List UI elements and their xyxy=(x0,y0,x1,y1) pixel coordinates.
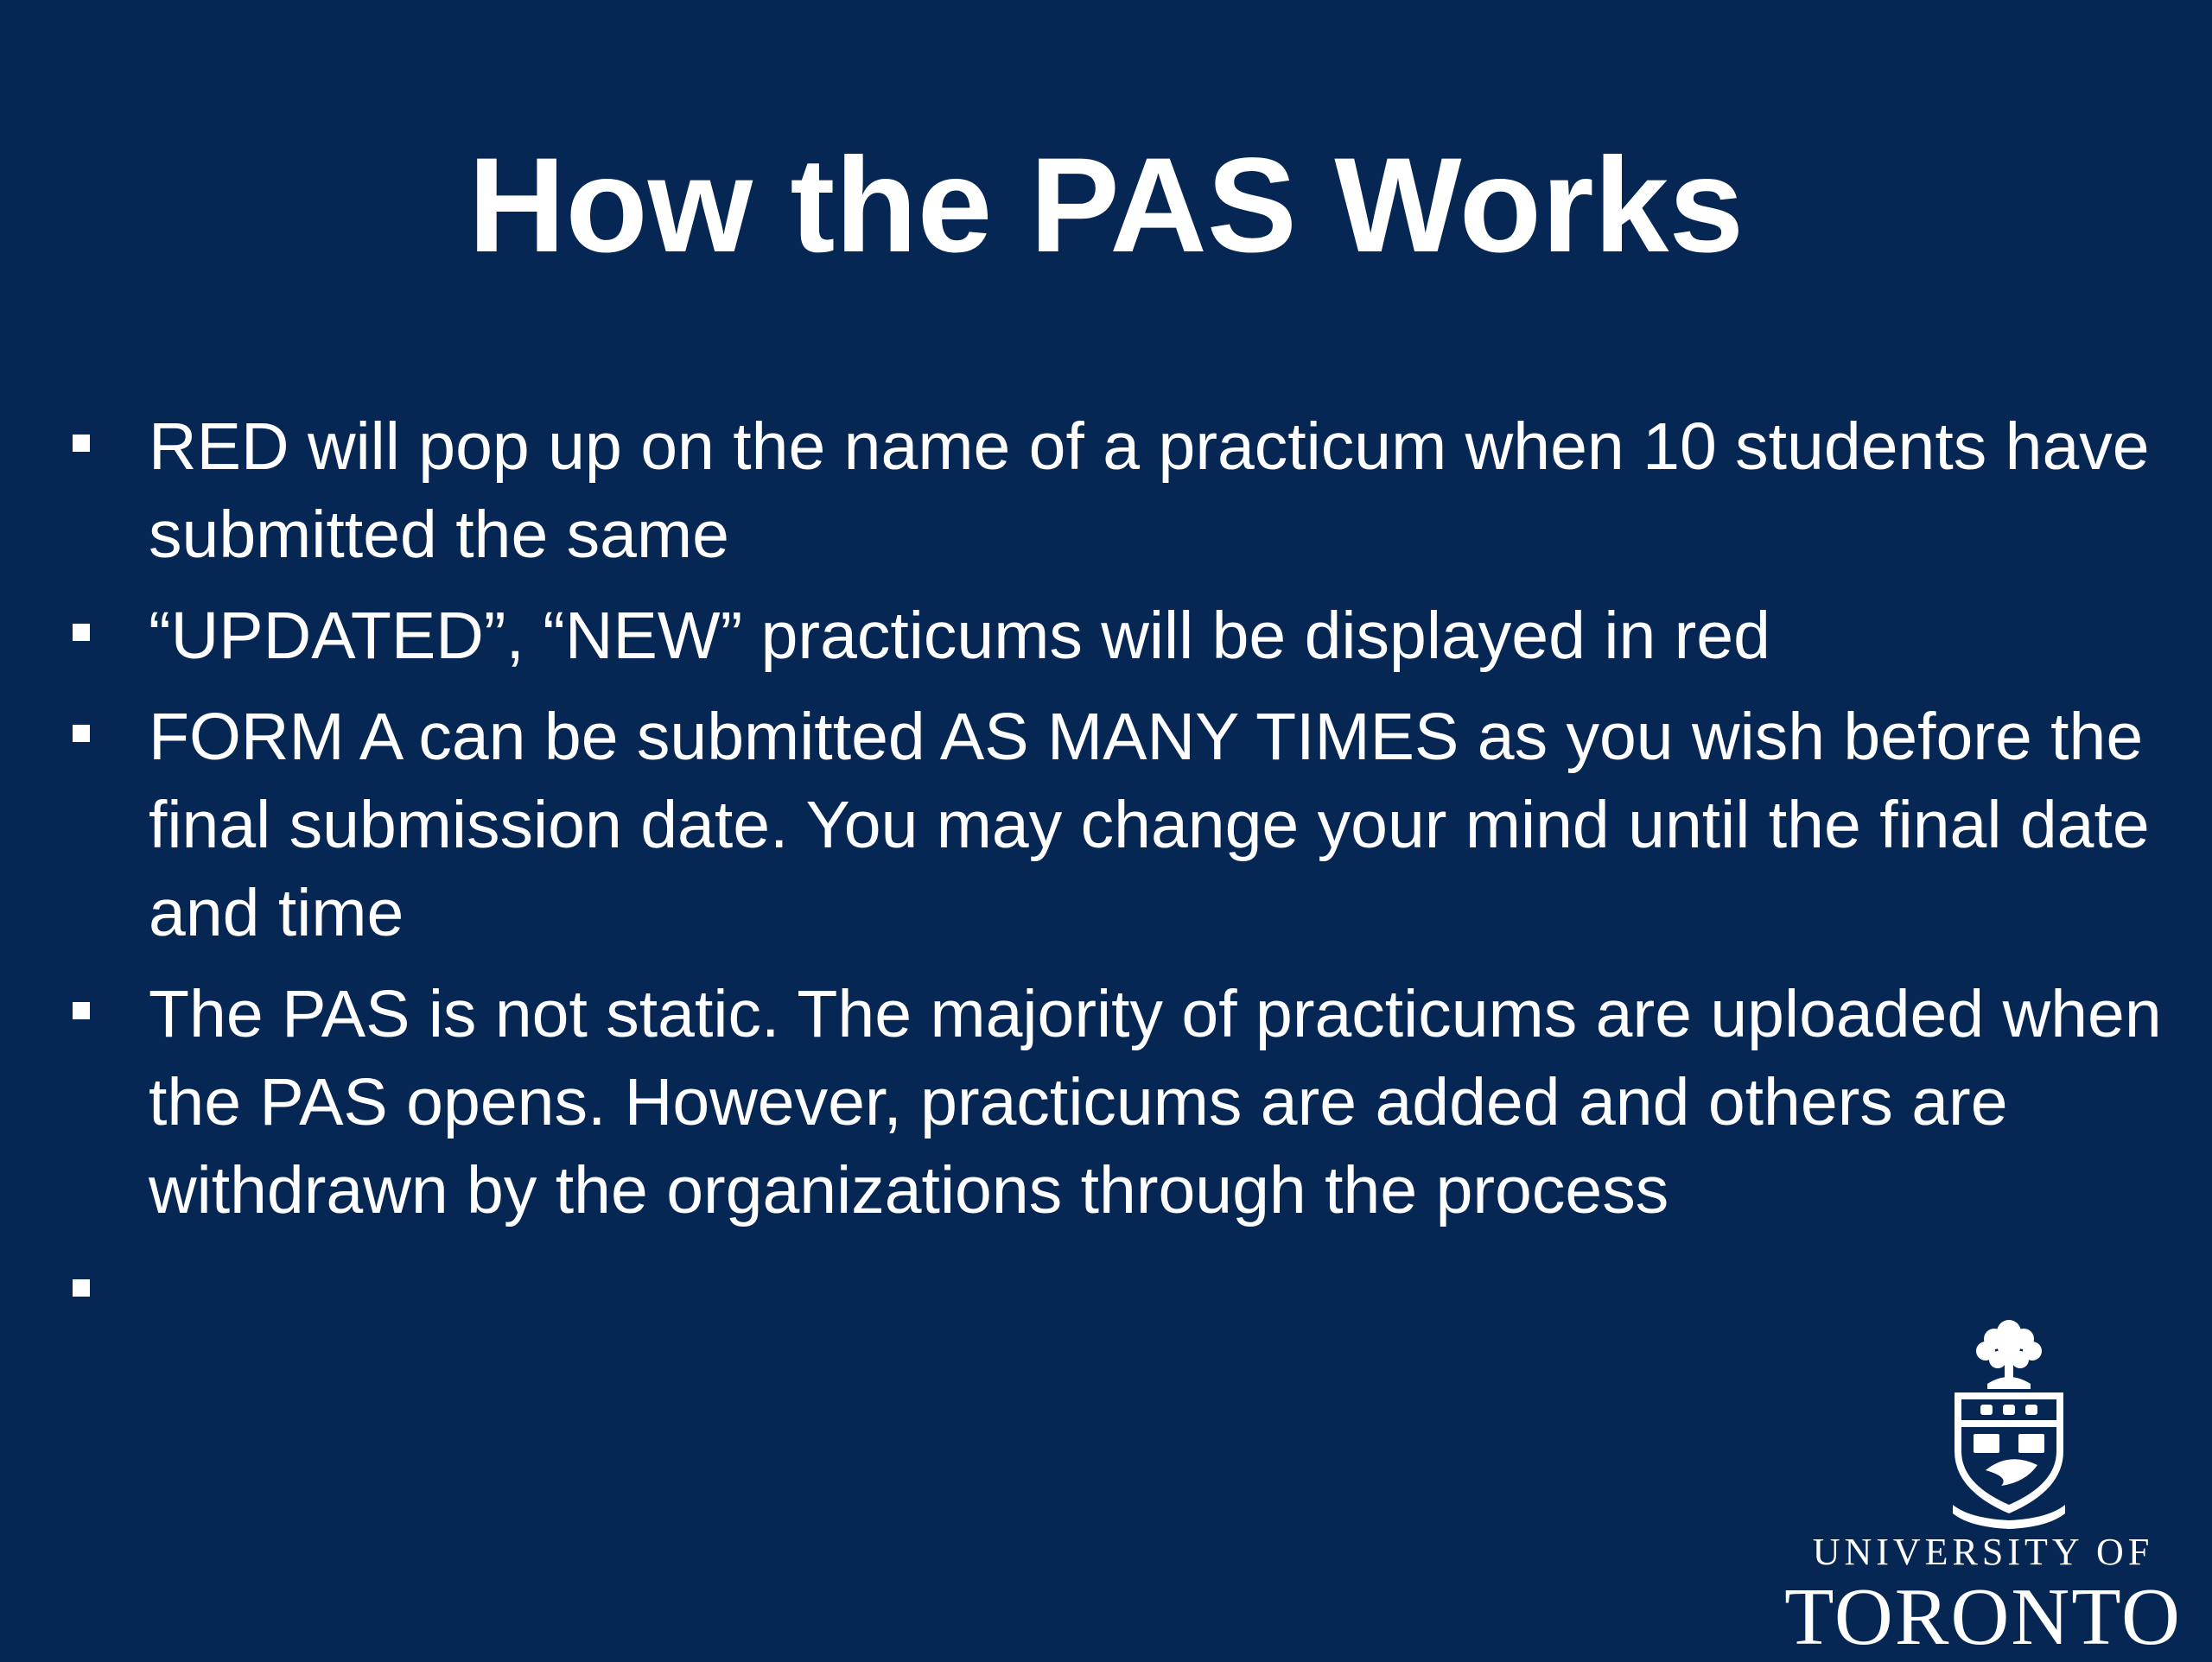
bullet-text: The PAS is not static. The majority of practicums are uploaded when the PAS opens. However, practicums are added and others are withdrawn by the organizations through the process xyxy=(149,977,2162,1227)
bullet-item xyxy=(0,403,2212,579)
bullet-text: “UPDATED”, “NEW” practicums will be displayed in red xyxy=(149,599,1770,673)
square-bullet-icon xyxy=(73,1279,90,1297)
logo-text-university-of: UNIVERSITY OF xyxy=(1812,1531,2154,1573)
bullet-text: RED will pop up on the name of a practicum when 10 students have submitted the same xyxy=(149,409,2150,572)
university-crest-icon xyxy=(1936,1313,2082,1529)
university-logo xyxy=(1754,1304,2212,1662)
bullet-text: FORM A can be submitted AS MANY TIMES as you wish before the final submission date. You may change your mind until the final date and time xyxy=(149,700,2150,950)
bullet-item xyxy=(0,693,2212,957)
bullet-item xyxy=(0,592,2212,680)
square-bullet-icon xyxy=(73,435,90,452)
square-bullet-icon xyxy=(73,1002,90,1019)
bullet-item xyxy=(0,970,2212,1234)
bullet-list xyxy=(0,403,2212,1348)
square-bullet-icon xyxy=(73,624,90,641)
square-bullet-icon xyxy=(73,725,90,742)
logo-text-toronto: TORONTO xyxy=(1784,1572,2182,1662)
slide-title: How the PAS Works xyxy=(467,130,1745,281)
